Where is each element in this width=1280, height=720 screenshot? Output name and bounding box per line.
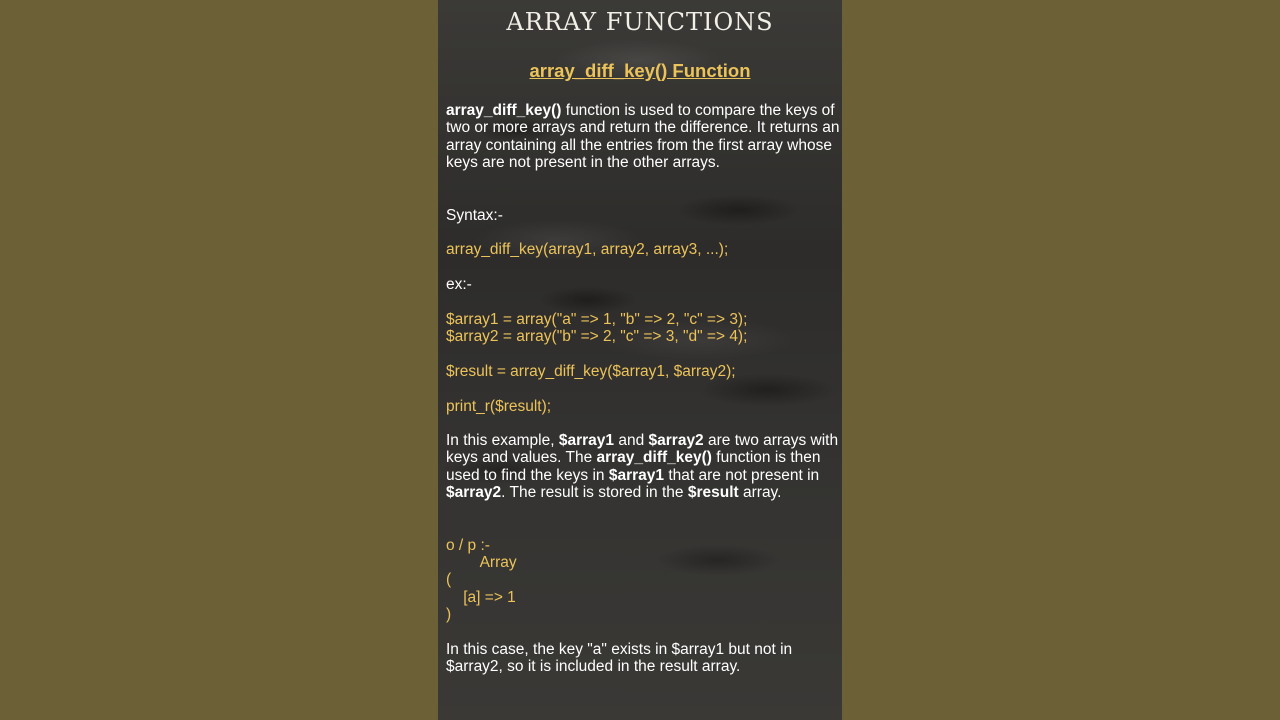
- intro-fn-name: array_diff_key(): [446, 102, 562, 119]
- explanation-text: and: [614, 432, 649, 449]
- explanation-bold: $array2: [446, 484, 502, 502]
- explanation-bold: $array1: [608, 466, 665, 484]
- explanation-text: are two arrays with keys and values. The: [446, 432, 839, 467]
- example-line-2: $array2 = array("b" => 2, "c" => 3, "d" => 4);: [446, 328, 748, 345]
- explanation-bold: $array1: [558, 432, 615, 449]
- output-line-2: (: [446, 571, 452, 588]
- output-line-1: Array: [446, 554, 517, 571]
- explanation-text: that are not present in: [664, 466, 820, 484]
- syntax-label: Syntax:-: [446, 207, 503, 224]
- right-letterbox: [842, 0, 1280, 720]
- syntax-code: array_diff_key(array1, array2, array3, ...);: [446, 241, 729, 258]
- left-letterbox: [0, 0, 438, 720]
- explanation-bold: $result: [687, 484, 739, 502]
- output-line-3: [a] => 1: [446, 589, 516, 606]
- conclusion-paragraph: In this case, the key "a" exists in $array1 but not in $array2, so it is included in the result array.: [446, 641, 793, 676]
- explanation-text: In this example,: [446, 432, 559, 449]
- output-line-4: ): [446, 606, 452, 623]
- example-label: ex:-: [446, 276, 472, 293]
- explanation-text: function is then used to find the keys in: [446, 449, 821, 484]
- intro-text: function is used to compare the keys of two or more arrays and return the difference. It returns an array containing all the entries from the first array whose keys are not present in the other arrays.: [446, 102, 840, 172]
- page-title: ARRAY FUNCTIONS: [506, 8, 774, 36]
- example-line-1: $array1 = array("a" => 1, "b" => 2, "c" => 3);: [446, 311, 748, 328]
- content-panel: [438, 0, 842, 720]
- example-line-4: print_r($result);: [446, 398, 552, 415]
- example-line-3: $result = array_diff_key($array1, $array2);: [446, 363, 736, 380]
- output-label: o / p :-: [446, 537, 490, 554]
- explanation-text: . The result is stored in the: [501, 484, 688, 502]
- function-title: array_diff_key() Function: [529, 60, 751, 81]
- intro-paragraph: [446, 102, 842, 172]
- explanation-paragraph: [446, 432, 842, 502]
- explanation-bold: $array2: [648, 432, 704, 449]
- explanation-bold: array_diff_key(): [596, 449, 712, 467]
- explanation-text: array.: [738, 484, 782, 502]
